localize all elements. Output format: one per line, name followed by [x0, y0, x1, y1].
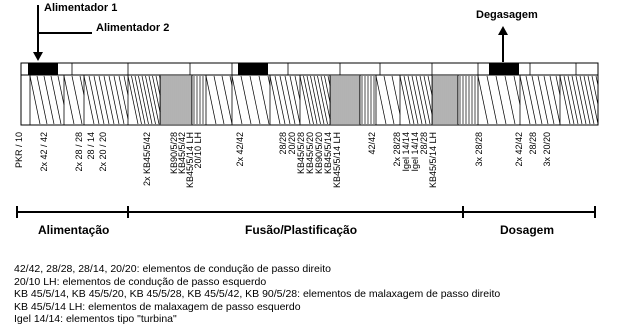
feeder-1-label: Alimentador 1: [44, 2, 118, 14]
degassing-label: Degasagem: [476, 9, 538, 21]
degassing-arrow: [498, 26, 508, 62]
element-label: 28/28: [528, 132, 538, 155]
legend: [14, 263, 614, 326]
legend-line-conveying: 42/42, 28/28, 28/14, 20/20: elementos de condução de passo direito: [14, 263, 331, 275]
zone-feeding: Alimentação: [38, 223, 110, 237]
element-label: KB45/5/42: [177, 132, 187, 175]
element-label: KB90/5/28: [169, 132, 179, 175]
element-label: KB45/5/20: [305, 132, 315, 175]
element-label: 2x 42/42: [514, 132, 524, 167]
element-labels: [14, 132, 552, 188]
element-label: 2x 42 / 42: [39, 132, 49, 172]
element-label: KB45/5/14 LH: [332, 132, 342, 189]
element-label: KB45/5/14 LH: [428, 132, 438, 189]
element-label: Igel 14/14: [401, 132, 411, 172]
feeder-2-label: Alimentador 2: [96, 22, 170, 34]
element-label: 2x 28/28: [392, 132, 402, 167]
barrel-block-degassing: [489, 63, 519, 75]
zone-melting: Fusão/Plastificação: [245, 223, 358, 237]
element-label: Igel 14/14: [410, 132, 420, 172]
element-label: 2x 20 / 20: [98, 132, 108, 172]
element-label: KB45/5/28: [296, 132, 306, 175]
element-label: 42/42: [367, 132, 377, 155]
element-label: PKR / 10: [14, 132, 24, 169]
element-label: 3x 28/28: [474, 132, 484, 167]
element-label: 2x 42/42: [235, 132, 245, 167]
barrel-block-melt: [238, 63, 268, 75]
legend-line-left-conveying: 20/10 LH: elementos de condução de passo esquerdo: [14, 275, 267, 288]
element-label: KB45/5/14 LH: [185, 132, 195, 189]
element-label: 2x 28 / 28: [74, 132, 84, 172]
element-label: 2x KB45/5/42: [142, 132, 152, 187]
element-label: 3x 20/20: [542, 132, 552, 167]
element-label: 28/28: [278, 132, 288, 155]
legend-line-kneading: KB 45/5/14, KB 45/5/20, KB 45/5/28, KB 45/5/42, KB 90/5/28: elementos de malaxagem de passo direito: [14, 288, 501, 301]
element-label: KB45/5/14: [323, 132, 333, 175]
legend-line-turbine: Igel 14/14: elementos tipo "turbina": [14, 313, 177, 326]
element-label: 20/10 LH: [193, 132, 203, 169]
zone-dosing: Dosagem: [500, 223, 555, 237]
element-label: 28 / 14: [86, 132, 96, 160]
element-label: KB90/5/20: [314, 132, 324, 175]
barrel-block-feed: [28, 63, 58, 75]
element-label: 28/28: [419, 132, 429, 155]
legend-line-left-kneading: KB 45/5/14 LH: elementos de malaxagem de passo esquerdo: [14, 300, 301, 313]
element-label: 20/20: [287, 132, 297, 155]
